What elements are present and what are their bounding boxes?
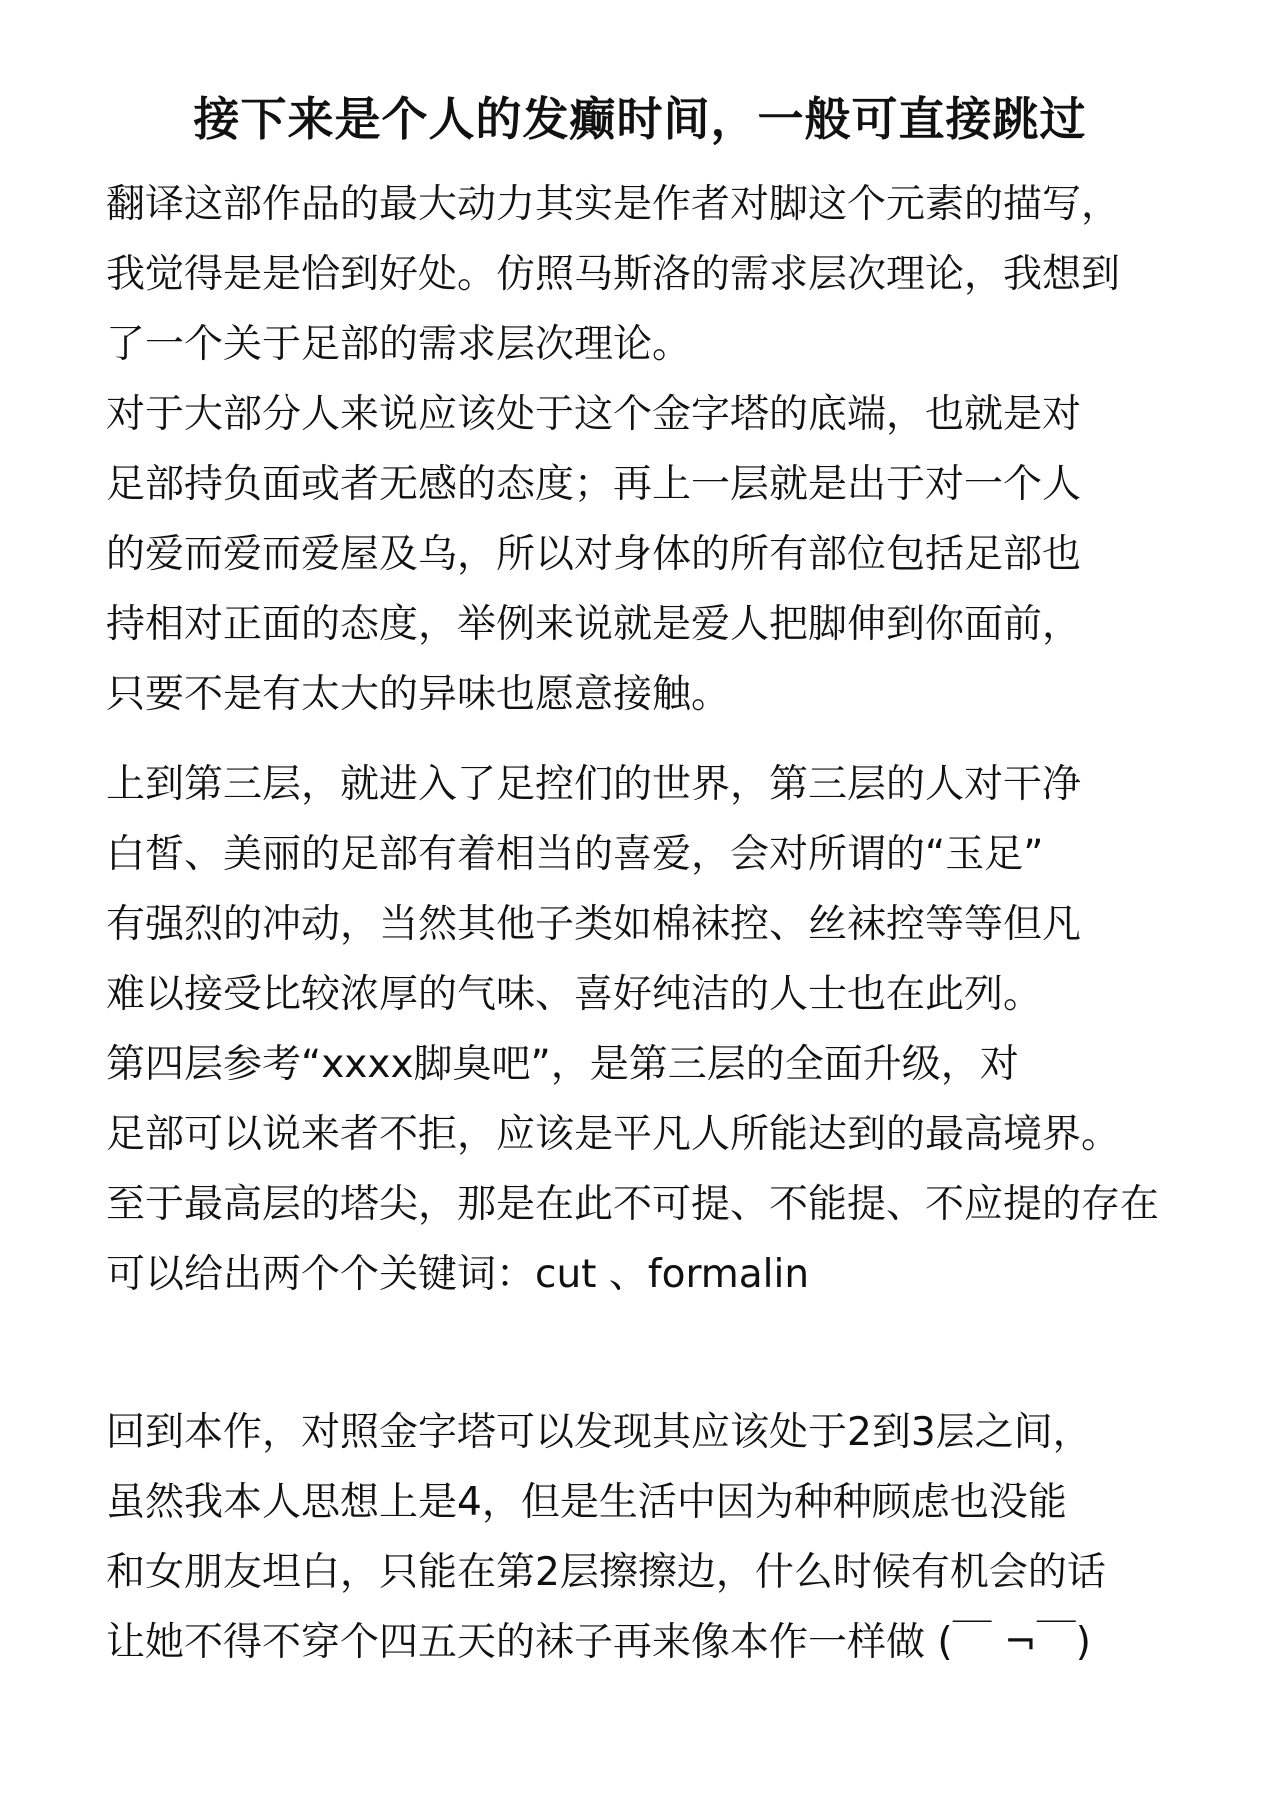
text-line: 至于最高层的塔尖，那是在此不可提、不能提、不应提的存在 — [106, 1182, 1160, 1227]
text-line: 难以接受比较浓厚的气味、喜好纯洁的人士也在此列。 — [106, 972, 1043, 1017]
paragraph-spacer — [106, 1310, 1266, 1398]
text-line: 了一个关于足部的需求层次理论。 — [106, 322, 692, 367]
text-line: 让她不得不穿个四五天的袜子再来像本作一样做 (￣ ¬￣) — [106, 1620, 1091, 1665]
body-text — [106, 170, 1266, 1678]
paragraph-spacer — [106, 730, 1266, 750]
text-line: 有强烈的冲动，当然其他子类如棉袜控、丝袜控等等但凡 — [106, 902, 1082, 947]
paragraph-2 — [106, 750, 1266, 1310]
text-line: 可以给出两个个关键词：cut 、formalin — [106, 1252, 810, 1297]
text-line: 足部持负面或者无感的态度；再上一层就是出于对一个人 — [106, 462, 1082, 507]
paragraph-1 — [106, 170, 1266, 730]
text-line: 第四层参考“xxxx脚臭吧”，是第三层的全面升级，对 — [106, 1042, 1019, 1087]
text-line: 回到本作，对照金字塔可以发现其应该处于2到3层之间， — [106, 1410, 1092, 1455]
page-title: 接下来是个人的发癫时间，一般可直接跳过 — [193, 92, 1087, 146]
text-line: 足部可以说来者不拒，应该是平凡人所能达到的最高境界。 — [106, 1112, 1121, 1157]
text-line: 白皙、美丽的足部有着相当的喜爱，会对所谓的“玉足” — [106, 832, 1044, 877]
paragraph-3 — [106, 1398, 1266, 1678]
text-line: 翻译这部作品的最大动力其实是作者对脚这个元素的描写， — [106, 182, 1121, 227]
text-line: 对于大部分人来说应该处于这个金字塔的底端，也就是对 — [106, 392, 1082, 437]
text-line: 和女朋友坦白，只能在第2层擦擦边，什么时候有机会的话 — [106, 1550, 1106, 1595]
text-line: 的爱而爱而爱屋及乌，所以对身体的所有部位包括足部也 — [106, 532, 1082, 577]
text-line: 持相对正面的态度，举例来说就是爱人把脚伸到你面前， — [106, 602, 1082, 647]
text-line: 上到第三层，就进入了足控们的世界，第三层的人对干净 — [106, 762, 1082, 807]
text-line: 只要不是有太大的异味也愿意接触。 — [106, 672, 731, 717]
text-line: 我觉得是是恰到好处。仿照马斯洛的需求层次理论，我想到 — [106, 252, 1121, 297]
text-line: 虽然我本人思想上是4，但是生活中因为种种顾虑也没能 — [106, 1480, 1067, 1525]
